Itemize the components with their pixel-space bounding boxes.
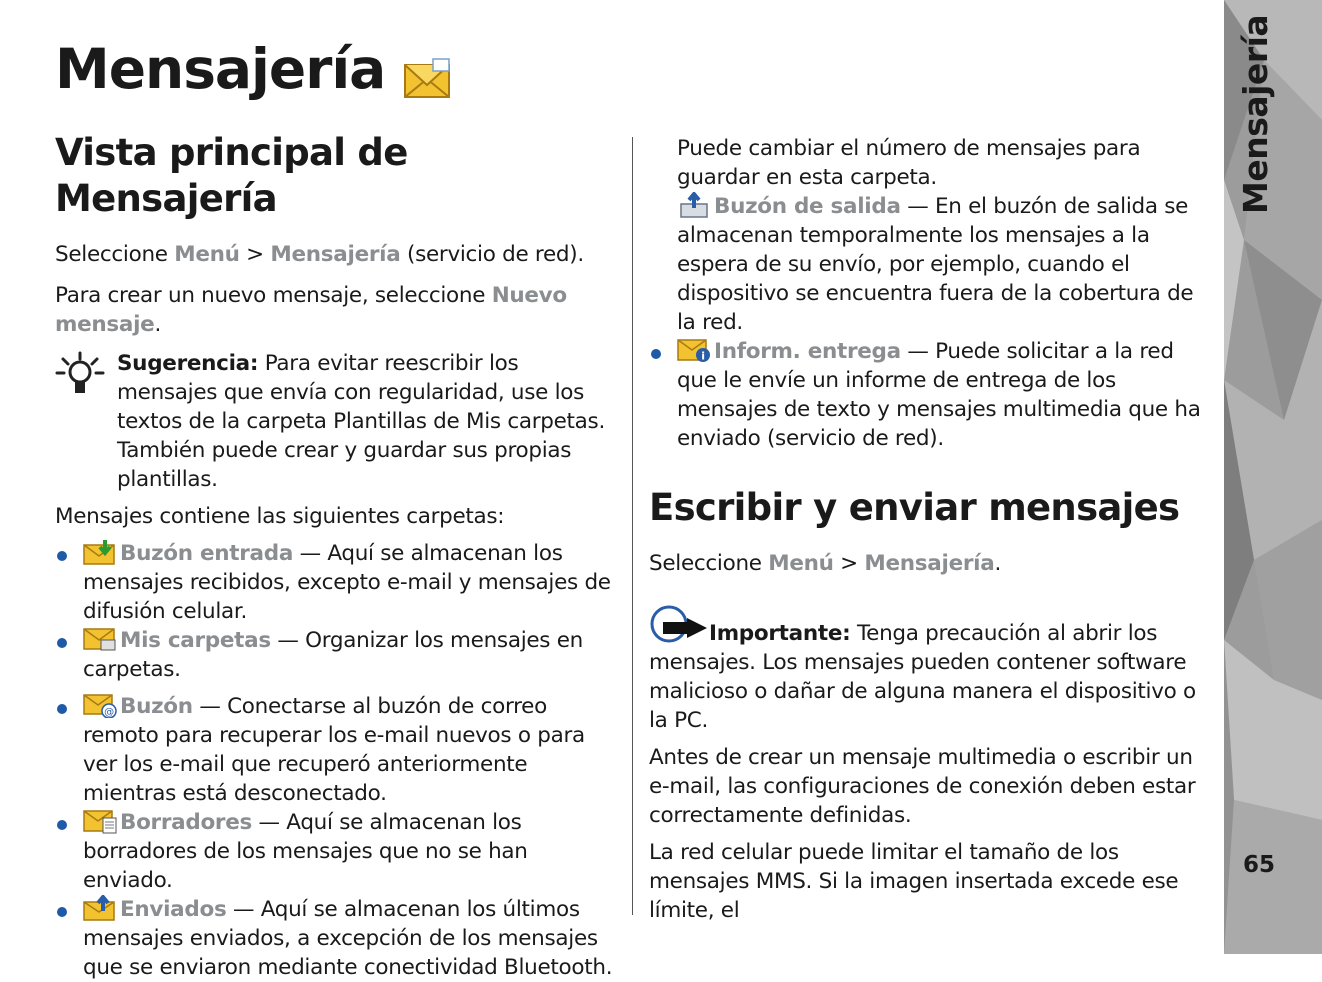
paragraph-mms-limit: La red celular puede limitar el tamaño de los mensajes MMS. Si la imagen insertada excede ese límite, el bbox=[649, 840, 1179, 923]
page-number: 65 bbox=[1242, 852, 1275, 878]
folder-list bbox=[55, 539, 620, 982]
paragraph-settings: Antes de crear un mensaje multimedia o escribir un e-mail, las configuraciones de conexión deben estar correctamente definidas. bbox=[649, 745, 1196, 828]
svg-text:i: i bbox=[701, 349, 705, 363]
column-divider bbox=[632, 137, 633, 915]
new-message-link[interactable]: Nuevo mensaje bbox=[55, 283, 567, 337]
list-item bbox=[649, 134, 1215, 192]
list-item: Mis carpetas — Organizar los mensajes en carpetas. bbox=[55, 626, 620, 684]
folder-continued-text: Puede cambiar el número de mensajes para guardar en esta carpeta. bbox=[677, 136, 1141, 190]
select-instruction-2: Seleccione Menú > Mensajería. bbox=[649, 551, 1001, 576]
list-item: @ Buzón — Conectarse al buzón de correo remoto para recuperar los e-mail nuevos o para ver los e-mail que recuperó anteriormente mientras está desconectado. bbox=[55, 692, 620, 808]
tip-text: Sugerencia: Para evitar reescribir los mensajes que envía con regularidad, use los textos de la carpeta Plantillas de Mis carpetas. También puede crear y guardar sus propias plantillas. bbox=[117, 351, 605, 492]
my-folders-icon bbox=[83, 626, 117, 652]
folder-list-right bbox=[649, 192, 1215, 453]
lightbulb-icon bbox=[55, 349, 117, 494]
svg-text:@: @ bbox=[104, 707, 114, 718]
page-title bbox=[55, 34, 453, 104]
left-column bbox=[55, 130, 620, 982]
side-tab-title: Mensajería bbox=[1236, 14, 1275, 214]
folder-name-my-folders[interactable]: Mis carpetas bbox=[120, 628, 271, 653]
menu-link-2[interactable]: Menú bbox=[768, 551, 834, 576]
new-message-instruction: Para crear un nuevo mensaje, seleccione Nuevo mensaje. bbox=[55, 283, 567, 337]
folder-list-continued bbox=[649, 134, 1215, 192]
menu-link[interactable]: Menú bbox=[174, 242, 240, 267]
tip-box bbox=[55, 349, 620, 494]
mailbox-icon bbox=[83, 692, 117, 718]
folder-name-sent[interactable]: Enviados bbox=[120, 897, 227, 922]
folder-name-drafts[interactable]: Borradores bbox=[120, 810, 253, 835]
section-heading-main-view: Vista principal de Mensajería bbox=[55, 131, 408, 220]
important-hand-icon bbox=[649, 604, 709, 648]
page-title-text: Mensajería bbox=[55, 37, 386, 101]
folder-name-delivery-report[interactable]: Inform. entrega bbox=[714, 339, 901, 364]
inbox-icon bbox=[83, 539, 117, 565]
outbox-icon bbox=[677, 192, 711, 218]
right-column bbox=[649, 134, 1215, 925]
delivery-report-icon bbox=[677, 337, 711, 363]
list-item: i Inform. entrega — Puede solicitar a la red que le envíe un informe de entrega de los mensajes de texto y mensajes multimedia que ha enviado (servicio de red). bbox=[649, 337, 1215, 453]
folder-name-inbox[interactable]: Buzón entrada bbox=[120, 541, 294, 566]
sent-icon bbox=[83, 895, 117, 921]
select-instruction: Seleccione Menú > Mensajería (servicio de red). bbox=[55, 242, 584, 267]
folders-intro: Mensajes contiene las siguientes carpetas: bbox=[55, 504, 505, 529]
drafts-icon bbox=[83, 808, 117, 834]
list-item: Buzón entrada — Aquí se almacenan los mensajes recibidos, excepto e-mail y mensajes de difusión celular. bbox=[55, 539, 620, 626]
list-item: Borradores — Aquí se almacenan los borradores de los mensajes que no se han enviado. bbox=[55, 808, 620, 895]
list-item: Buzón de salida — En el buzón de salida se almacenan temporalmente los mensajes a la espera de su envío, por ejemplo, cuando el dispositivo se encuentra fuera de la cobertura de la red. bbox=[677, 194, 1194, 335]
envelope-icon bbox=[403, 47, 453, 91]
important-note: Importante: Tenga precaución al abrir los mensajes. Los mensajes pueden contener software malicioso o dañar de alguna manera el dispositivo o la PC. bbox=[649, 604, 1215, 735]
messaging-link-2[interactable]: Mensajería bbox=[864, 551, 995, 576]
messaging-link[interactable]: Mensajería bbox=[270, 242, 401, 267]
folder-name-mailbox[interactable]: Buzón bbox=[120, 694, 193, 719]
list-item: Enviados — Aquí se almacenan los últimos mensajes enviados, a excepción de los mensajes que se enviaron mediante conectividad Bluetooth. bbox=[55, 895, 620, 982]
section-heading-write-send: Escribir y enviar mensajes bbox=[649, 486, 1180, 529]
folder-name-outbox[interactable]: Buzón de salida bbox=[714, 194, 901, 219]
